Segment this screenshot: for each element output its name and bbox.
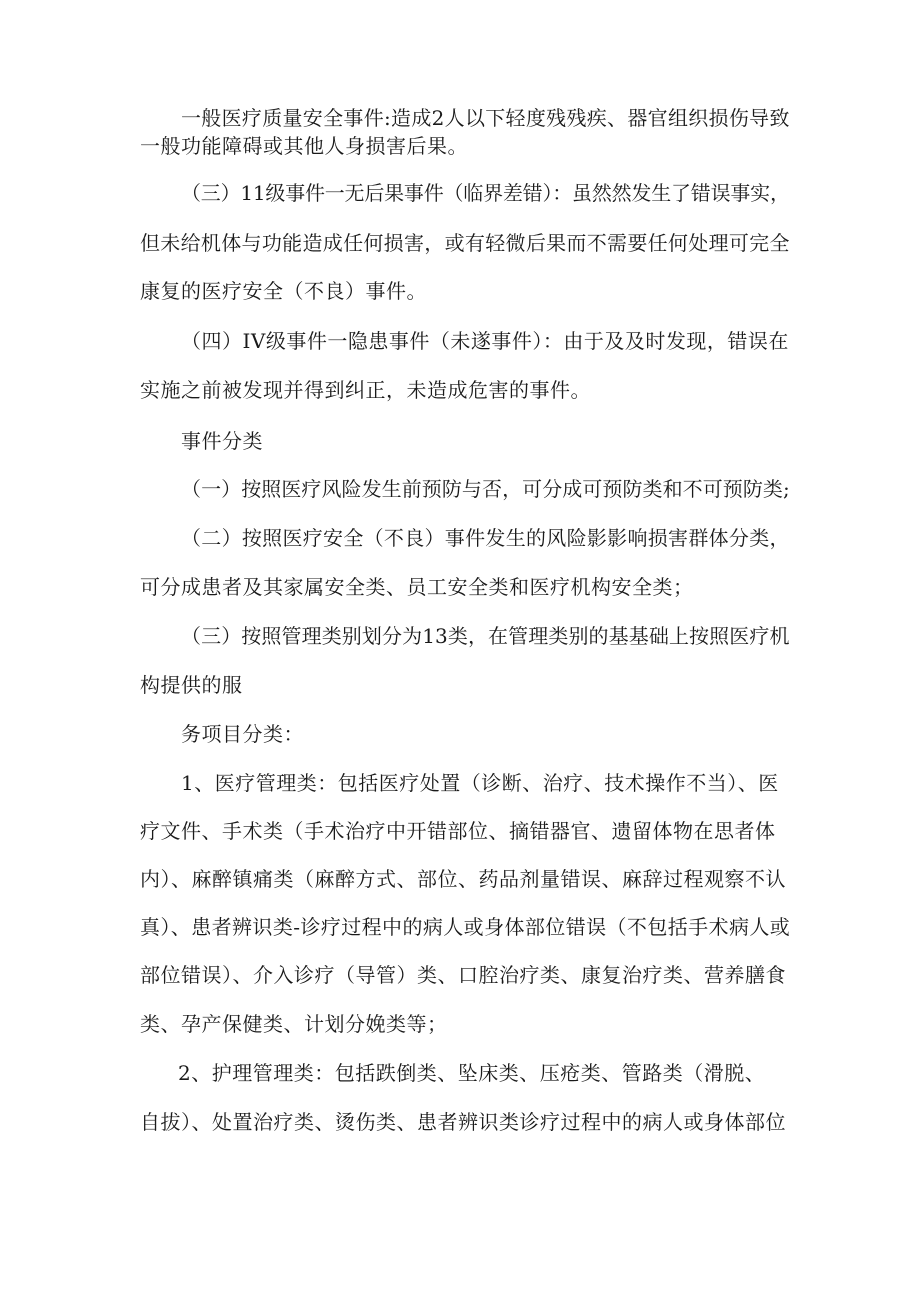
text-line: 一般功能障碍或其他人身损害后果。	[140, 134, 468, 158]
text-line: 内）、麻醉镇痛类（麻醉方式、部位、药品剂量错误、麻辞过程观察不认	[140, 867, 786, 891]
text-line: 疗文件、手术类（手术治疗中开错部位、摘错器官、遗留体物在思者体	[140, 819, 776, 843]
section-heading: 事件分类	[181, 429, 263, 453]
text-line: 实施之前被发现并得到纠正，未造成危害的事件。	[140, 378, 591, 402]
text-line: 康复的医疗安全（不良）事件。	[140, 279, 427, 303]
text-line: 2、护理管理类：包括跌倒类、坠床类、压疮类、管路类（滑脱、	[178, 1061, 766, 1085]
text-line: 但未给机体与功能造成任何损害，或有轻微后果而不需要任何处理可完全	[140, 231, 790, 255]
text-line: 部位错误）、介入诊疗（导管）类、口腔治疗类、康复治疗类、营养膳食	[140, 963, 786, 987]
text-line: 一般医疗质量安全事件:造成2人以下轻度残残疾、器官组织损伤导致	[181, 106, 790, 130]
text-line: 务项目分类：	[181, 722, 304, 746]
text-line: 真）、患者辨识类-诊疗过程中的病人或身体部位错误（不包括手术病人或	[140, 915, 791, 939]
text-line: 类、孕产保健类、计划分娩类等；	[140, 1012, 448, 1036]
text-line: （一）按照医疗风险发生前预防与否，可分成可预防类和不可预防类;	[181, 477, 790, 501]
text-line: （三）11级事件一无后果事件（临界差错）：虽然然发生了错误事实，	[181, 181, 790, 205]
text-line: （二）按照医疗安全（不良）事件发生的风险影影响损害群体分类，	[181, 526, 790, 550]
text-line: 构提供的服	[140, 673, 243, 697]
text-line: （三）按照管理类别划分为13类，在管理类别的基基础上按照医疗机	[181, 624, 790, 648]
text-line: 自拔）、处置治疗类、烫伤类、患者辨识类诊疗过程中的病人或身体部位	[140, 1110, 786, 1134]
text-line: 1、医疗管理类：包括医疗处置（诊断、治疗、技术操作不当）、医	[181, 771, 779, 795]
text-line: 可分成患者及其家属安全类、员工安全类和医疗机构安全类；	[140, 575, 694, 599]
text-line: （四）IV级事件一隐患事件（未遂事件）：由于及及时发现，错误在	[181, 329, 789, 353]
